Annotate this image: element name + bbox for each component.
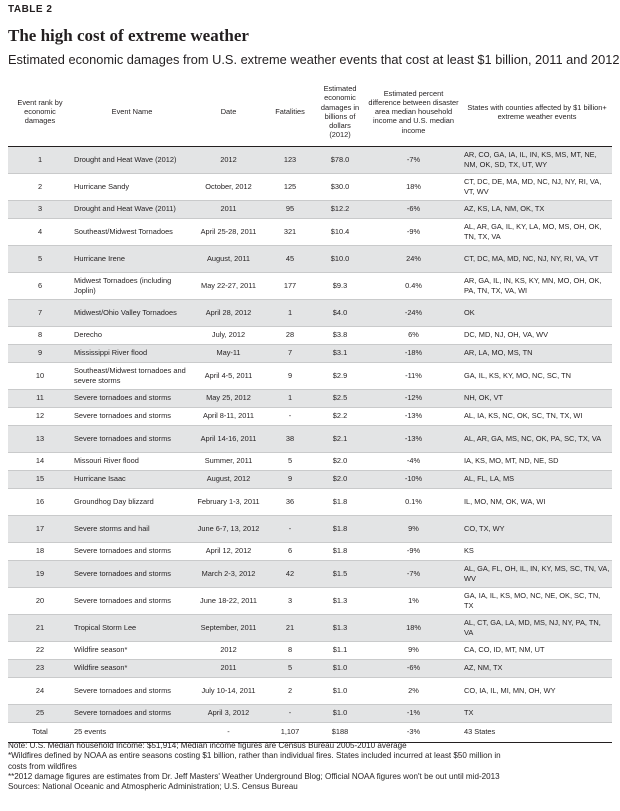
table-row [8, 407, 612, 425]
cell-rank: 21 [8, 614, 72, 641]
table-row [8, 542, 612, 560]
cell-rank: 10 [35, 370, 45, 380]
cell-states: AL, FL, LA, MS [462, 470, 612, 488]
cell-rank: 22 [35, 645, 45, 655]
cell-damages: $10.0 [315, 245, 365, 272]
cell-event-name: Missouri River flood [74, 456, 139, 466]
cell-rank: 5 [8, 245, 72, 272]
cell-event-name: Severe tornadoes and storms [72, 704, 192, 722]
cell-rank: 9 [8, 344, 72, 362]
cell-damages: $1.3 [315, 614, 365, 641]
cell-income-diff: 9% [408, 645, 419, 655]
cell-event-name: Hurricane Isaac [72, 470, 192, 488]
cell-rank: 17 [8, 515, 72, 542]
cell-income-diff: -7% [365, 146, 462, 173]
cell-states: AL, AR, GA, MS, NC, OK, PA, SC, TX, VA [462, 425, 612, 452]
weather-events-table [8, 78, 612, 743]
cell-date: March 2-3, 2012 [192, 560, 265, 587]
cell-damages: $9.3 [332, 280, 348, 290]
table-row [8, 245, 612, 272]
cell-states: DC, MD, NJ, OH, VA, WV [464, 330, 549, 340]
table-row [8, 299, 612, 326]
header-states: States with counties affected by $1 billion+ extreme weather events [467, 102, 607, 121]
cell-income-diff: 9% [365, 515, 462, 542]
cell-event-name: Severe tornadoes and storms [72, 560, 192, 587]
table-row [8, 272, 612, 299]
note-wildfires: *Wildfires defined by NOAA as entire seasons costing $1 billion, rather than individual fires. States included incurred at least $50 million in [8, 751, 501, 761]
cell-date: Summer, 2011 [204, 456, 253, 466]
cell-date: April 4-5, 2011 [204, 370, 253, 380]
cell-states: AR, CO, GA, IA, IL, IN, KS, MS, MT, NE, NM, OK, SD, TX, UT, WY [462, 146, 612, 173]
cell-date: April 14-16, 2011 [192, 425, 265, 452]
cell-event-name: Drought and Heat Wave (2012) [72, 146, 192, 173]
cell-rank: 19 [8, 560, 72, 587]
cell-damages: $1.0 [315, 704, 365, 722]
cell-income-diff: -4% [406, 456, 421, 466]
cell-income-diff: -6% [365, 659, 462, 677]
cell-date: August, 2012 [192, 470, 265, 488]
cell-income-diff: -9% [406, 226, 421, 236]
cell-event-name: Tropical Storm Lee [72, 614, 192, 641]
cell-date: July, 2012 [211, 330, 246, 340]
cell-date: 2012 [192, 146, 265, 173]
cell-damages: $4.0 [315, 299, 365, 326]
cell-fatalities: - [265, 704, 315, 722]
table-row [8, 659, 612, 677]
header-damages: Estimated economic damages in billions of dollars (2012) [320, 84, 360, 140]
cell-rank: 14 [35, 456, 45, 466]
cell-damages: $3.1 [315, 344, 365, 362]
cell-event-name: Hurricane Irene [72, 245, 192, 272]
cell-fatalities: 125 [283, 181, 297, 191]
cell-fatalities: 95 [265, 200, 315, 218]
cell-rank: 18 [35, 546, 45, 556]
cell-fatalities: 38 [265, 425, 315, 452]
cell-event-name: Hurricane Sandy [74, 181, 130, 191]
cell-rank: 2 [37, 181, 43, 191]
cell-event-name: Drought and Heat Wave (2011) [72, 200, 192, 218]
cell-date: April 8-11, 2011 [202, 411, 255, 421]
cell-damages: $30.0 [330, 181, 350, 191]
total-fatalities: 1,107 [280, 727, 300, 737]
cell-event-name: Severe storms and hail [72, 515, 192, 542]
cell-income-diff: 18% [406, 181, 421, 191]
cell-damages: $2.0 [315, 470, 365, 488]
cell-date: July 10-14, 2011 [201, 685, 256, 695]
cell-income-diff: -18% [365, 344, 462, 362]
cell-states: IL, MO, NM, OK, WA, WI [464, 496, 546, 506]
table-row [8, 173, 612, 200]
cell-fatalities: 1 [265, 299, 315, 326]
cell-income-diff: -1% [365, 704, 462, 722]
table-row [8, 488, 612, 515]
cell-fatalities: 9 [265, 470, 315, 488]
cell-states: KS [464, 546, 474, 556]
cell-fatalities: 8 [287, 645, 293, 655]
table-row [8, 470, 612, 488]
cell-date: October, 2012 [205, 181, 252, 191]
cell-states: CO, IA, IL, MI, MN, OH, WY [464, 685, 556, 695]
cell-income-diff: -9% [406, 546, 421, 556]
note-damage-estimates: **2012 damage figures are estimates from Dr. Jeff Masters' Weather Underground Blog; Official NOAA figures won't be out until mid-2013 [8, 771, 500, 781]
header-event-name: Event Name [111, 107, 153, 117]
cell-event-name: Groundhog Day blizzard [74, 496, 154, 506]
cell-date: February 1-3, 2011 [197, 496, 260, 506]
cell-event-name: Mississippi River flood [72, 344, 192, 362]
footnotes [8, 741, 612, 792]
table-row [8, 677, 612, 704]
cell-fatalities: 45 [265, 245, 315, 272]
cell-rank: 7 [8, 299, 72, 326]
cell-damages: $1.1 [332, 645, 348, 655]
table-label: TABLE 2 [8, 4, 53, 15]
total-damages: $188 [331, 727, 349, 737]
cell-income-diff: 6% [408, 330, 419, 340]
cell-income-diff: -10% [365, 470, 462, 488]
table-row [8, 425, 612, 452]
total-events: 25 events [74, 727, 107, 737]
cell-damages: $1.3 [332, 595, 348, 605]
cell-fatalities: 21 [265, 614, 315, 641]
cell-rank: 13 [8, 425, 72, 452]
cell-states: TX [462, 704, 612, 722]
cell-damages: $1.5 [315, 560, 365, 587]
cell-date: April 12, 2012 [205, 546, 252, 556]
page-subtitle: Estimated economic damages from U.S. extreme weather events that cost at least $1 billion, 2011 and 2012 [8, 52, 620, 67]
cell-states: CT, DC, MA, MD, NC, NJ, NY, RI, VA, VT [462, 245, 612, 272]
cell-states: GA, IA, IL, KS, MO, NC, NE, OK, SC, TN, TX [464, 591, 601, 610]
cell-income-diff: 1% [408, 595, 419, 605]
cell-damages: $78.0 [315, 146, 365, 173]
cell-states: OK [462, 299, 612, 326]
table-row [8, 326, 612, 344]
cell-damages: $1.8 [315, 515, 365, 542]
cell-rank: 6 [37, 280, 43, 290]
cell-income-diff: -12% [365, 389, 462, 407]
cell-rank: 16 [35, 496, 45, 506]
cell-rank: 24 [35, 685, 45, 695]
cell-states: NH, OK, VT [462, 389, 612, 407]
cell-damages: $2.9 [332, 370, 348, 380]
cell-rank: 15 [8, 470, 72, 488]
cell-event-name: Severe tornadoes and storms [72, 389, 192, 407]
note-median-income: Note: U.S. Median household Income: $51,914; Median income figures are Census Bureau 2005-2010 average [8, 741, 407, 750]
cell-date: May 22-27, 2011 [201, 280, 256, 290]
cell-fatalities: 42 [265, 560, 315, 587]
cell-fatalities: 5 [265, 659, 315, 677]
cell-date: 2011 [192, 659, 265, 677]
cell-states: GA, IL, KS, KY, MO, NC, SC, TN [464, 370, 571, 380]
cell-event-name: Southeast/Midwest Tornadoes [74, 226, 173, 236]
cell-fatalities: 5 [287, 456, 293, 466]
cell-event-name: Severe tornadoes and storms [74, 546, 171, 556]
cell-income-diff: -6% [365, 200, 462, 218]
cell-date: April 3, 2012 [192, 704, 265, 722]
table-row [8, 641, 612, 659]
cell-states: CO, TX, WY [462, 515, 612, 542]
cell-income-diff: 18% [365, 614, 462, 641]
cell-fatalities: 1 [265, 389, 315, 407]
table-row [8, 614, 612, 641]
total-income-diff: -3% [406, 727, 421, 737]
cell-date: August, 2011 [192, 245, 265, 272]
cell-income-diff: 0.1% [405, 496, 422, 506]
cell-damages: $2.2 [332, 411, 348, 421]
cell-date: September, 2011 [192, 614, 265, 641]
cell-states: AR, GA, IL, IN, KS, KY, MN, MO, OH, OK, PA, TN, TX, VA, WI [464, 276, 602, 295]
cell-damages: $2.0 [332, 456, 348, 466]
cell-rank: 3 [8, 200, 72, 218]
header-income-diff: Estimated percent difference between disaster area median household income and U.S. median income [368, 88, 459, 135]
table-row [8, 218, 612, 245]
cell-income-diff: -11% [405, 370, 422, 380]
cell-income-diff: 0.4% [405, 280, 422, 290]
note-sources: Sources: National Oceanic and Atmospheric Administration; U.S. Census Bureau [8, 782, 298, 792]
cell-rank: 11 [8, 389, 72, 407]
cell-states: AL, IA, KS, NC, OK, SC, TN, TX, WI [464, 411, 583, 421]
table-header-row [8, 78, 612, 146]
cell-damages: $1.8 [332, 496, 348, 506]
cell-damages: $10.4 [330, 226, 350, 236]
table-body [8, 146, 612, 722]
cell-states: CA, CO, ID, MT, NM, UT [464, 645, 545, 655]
cell-fatalities: 123 [265, 146, 315, 173]
cell-damages: $1.8 [332, 546, 348, 556]
cell-fatalities: 36 [285, 496, 295, 506]
page-title: The high cost of extreme weather [8, 26, 249, 45]
cell-damages: $1.0 [315, 659, 365, 677]
cell-fatalities: 3 [287, 595, 293, 605]
total-row [8, 722, 612, 742]
cell-rank: 20 [35, 595, 45, 605]
cell-income-diff: -13% [404, 411, 423, 421]
cell-rank: 25 [8, 704, 72, 722]
cell-fatalities: 28 [285, 330, 295, 340]
cell-damages: $2.5 [315, 389, 365, 407]
cell-fatalities: - [288, 411, 292, 421]
cell-fatalities: 321 [283, 226, 297, 236]
cell-event-name: Wildfire season* [74, 645, 128, 655]
cell-rank: 12 [35, 411, 45, 421]
cell-damages: $2.1 [315, 425, 365, 452]
table-row [8, 146, 612, 173]
cell-damages: $1.0 [332, 685, 348, 695]
cell-date: June 6-7, 13, 2012 [192, 515, 265, 542]
cell-rank: 8 [37, 330, 43, 340]
table-row [8, 200, 612, 218]
cell-income-diff: 24% [365, 245, 462, 272]
cell-date: June 18-22, 2011 [200, 595, 257, 605]
cell-states: AL, CT, GA, LA, MD, MS, NJ, NY, PA, TN, VA [462, 614, 612, 641]
cell-date: May 25, 2012 [192, 389, 265, 407]
cell-event-name: Severe tornadoes and storms [74, 685, 171, 695]
table-row [8, 389, 612, 407]
cell-damages: $3.8 [332, 330, 348, 340]
cell-fatalities: 177 [283, 280, 297, 290]
cell-income-diff: 2% [408, 685, 419, 695]
cell-states: IA, KS, MO, MT, ND, NE, SD [464, 456, 559, 466]
table-row [8, 515, 612, 542]
cell-date: April 25-28, 2011 [200, 226, 257, 236]
cell-event-name: Severe tornadoes and storms [72, 425, 192, 452]
cell-event-name: Midwest Tornadoes (including Joplin) [74, 276, 172, 295]
cell-event-name: Severe tornadoes and storms [74, 595, 171, 605]
header-fatalities: Fatalities [275, 107, 305, 117]
cell-rank: 1 [8, 146, 72, 173]
cell-states: AZ, KS, LA, NM, OK, TX [462, 200, 612, 218]
table-row [8, 560, 612, 587]
cell-damages: $12.2 [315, 200, 365, 218]
cell-states: CT, DC, DE, MA, MD, NC, NJ, NY, RI, VA, VT, WV [464, 177, 602, 196]
cell-fatalities: 2 [287, 685, 293, 695]
table-row [8, 587, 612, 614]
cell-income-diff: -24% [365, 299, 462, 326]
cell-date: 2012 [220, 645, 237, 655]
cell-income-diff: -13% [365, 425, 462, 452]
total-states: 43 States [464, 727, 496, 737]
cell-states: AZ, NM, TX [462, 659, 612, 677]
cell-fatalities: 9 [287, 370, 293, 380]
cell-event-name: Southeast/Midwest tornadoes and severe storms [74, 366, 186, 385]
table-row [8, 362, 612, 389]
total-date: - [227, 727, 230, 737]
cell-event-name: Severe tornadoes and storms [74, 411, 171, 421]
cell-fatalities: - [265, 515, 315, 542]
cell-states: AR, LA, MO, MS, TN [462, 344, 612, 362]
header-date: Date [220, 107, 237, 117]
cell-fatalities: 7 [265, 344, 315, 362]
cell-income-diff: -7% [365, 560, 462, 587]
table-row [8, 452, 612, 470]
cell-date: May-11 [192, 344, 265, 362]
cell-event-name: Wildfire season* [72, 659, 192, 677]
cell-states: AL, GA, FL, OH, IL, IN, KY, MS, SC, TN, VA, WV [462, 560, 612, 587]
cell-date: 2011 [192, 200, 265, 218]
cell-fatalities: 6 [287, 546, 293, 556]
total-label: Total [32, 727, 48, 737]
cell-date: April 28, 2012 [192, 299, 265, 326]
cell-event-name: Derecho [74, 330, 102, 340]
header-rank: Event rank by economic damages [17, 97, 63, 126]
cell-rank: 4 [37, 226, 43, 236]
note-wildfires-cont: costs from wildfires [8, 761, 77, 771]
cell-rank: 23 [8, 659, 72, 677]
cell-event-name: Midwest/Ohio Valley Tornadoes [72, 299, 192, 326]
cell-states: AL, AR, GA, IL, KY, LA, MO, MS, OH, OK, TN, TX, VA [464, 222, 602, 241]
table-row [8, 704, 612, 722]
table-row [8, 344, 612, 362]
